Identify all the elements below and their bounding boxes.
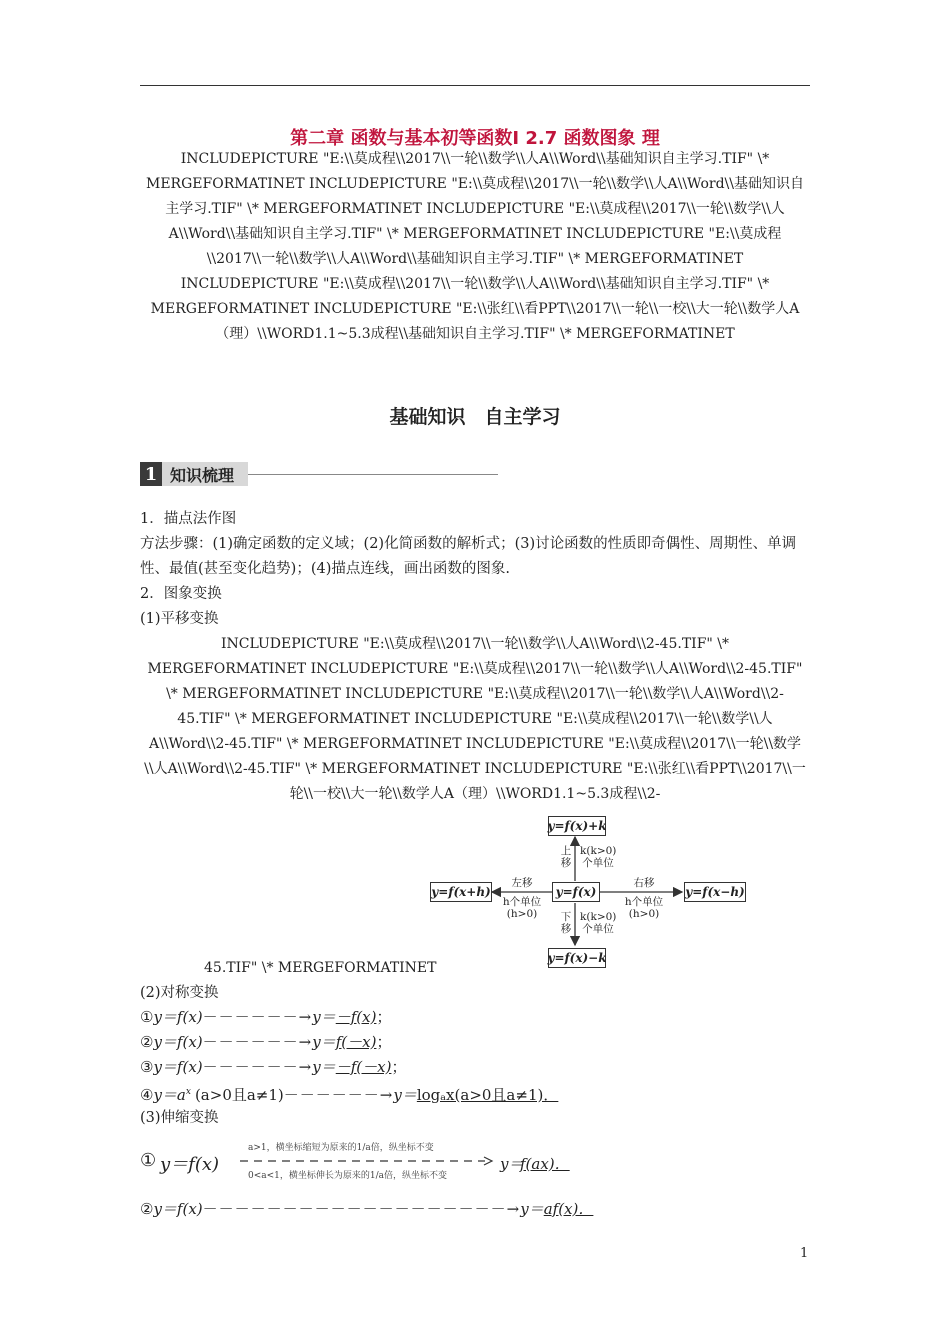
formula-from: y＝f(x) [160, 1154, 220, 1175]
section-title: 基础知识 自主学习 [389, 406, 561, 428]
superscript: x [185, 1087, 191, 1097]
answer-blank: f(－x) [335, 1033, 377, 1051]
punctuation: ； [376, 1008, 392, 1026]
s2-sub2: (2)对称变换 [140, 985, 219, 1001]
item-number: ① [140, 1150, 157, 1171]
page-number: 1 [800, 1246, 809, 1261]
header-rule [140, 85, 810, 86]
include-field-text-2: INCLUDEPICTURE "E:\\莫成程\\2017\\一轮\\数学\\人A\\Word\\2-45.TIF" \* MERGEFORMATINET INCLUDEPICTURE "E:\\莫成程\\2017\\一轮\\数学\\人A\\Word\\2-45.TIF" \* MERGEFORMATINET INCLUDEPICTURE "E:\\莫成程\\2017\\一轮\\数学\\人A\\Word\\2-45.TIF" \* MERGEFORMATINET INCLUDEPICTURE "E:\\莫成程\\2017\\一轮\\数学\\人A\\Word\\2-45.TIF" \* MERGEFORMATINET INCLUDEPICTURE "E:\\莫成程\\2017\\一轮\\数学\\人A\\Word\\2-45.TIF" \* MERGEFORMATINET INCLUDEPICTURE "E:\\张红\\看PPT\\2017\\一轮\\一校\\大一轮\\数学人A（理）\\WORD1.1~5.3成程\\2- [144, 636, 806, 802]
formula-to-prefix: y＝ [393, 1086, 417, 1104]
dashed-arrow: －－－－－－→ [202, 1033, 313, 1051]
stretch-transform-1 [140, 1138, 810, 1188]
box-right: y=f(x−h) [684, 882, 746, 902]
badge-rule [248, 474, 498, 475]
s1-heading: 1．描点法作图 [140, 511, 237, 527]
answer-blank: logₐx(a>0且a≠1)． [416, 1086, 559, 1104]
label-down: 下移 [560, 911, 572, 935]
stretch-transform-2 [140, 1198, 593, 1220]
dashed-arrow: －－－－－－→ [283, 1086, 394, 1104]
box-top: y=f(x)+k [548, 816, 606, 836]
answer-blank: f(ax)． [520, 1155, 570, 1173]
answer-blank: －f(－x) [335, 1058, 392, 1076]
include-field-text-1: INCLUDEPICTURE "E:\\莫成程\\2017\\一轮\\数学\\人A\\Word\\基础知识自主学习.TIF" \* MERGEFORMATINET INCLUDEPICTURE "E:\\莫成程\\2017\\一轮\\数学\\人A\\Word\\基础知识自主学习.TIF" \* MERGEFORMATINET INCLUDEPICTURE "E:\\莫成程\\2017\\一轮\\数学\\人A\\Word\\基础知识自主学习.TIF" \* MERGEFORMATINET INCLUDEPICTURE "E:\\莫成程\\2017\\一轮\\数学\\人A\\Word\\基础知识自主学习.TIF" \* MERGEFORMATINET INCLUDEPICTURE "E:\\莫成程\\2017\\一轮\\数学\\人A\\Word\\基础知识自主学习.TIF" \* MERGEFORMATINET INCLUDEPICTURE "E:\\张红\\看PPT\\2017\\一轮\\一校\\大一轮\\数学人A（理）\\WORD1.1~5.3成程\\基础知识自主学习.TIF" \* MERGEFORMATINET [146, 151, 804, 342]
formula-from: y＝f(x) [153, 1058, 203, 1076]
item-number: ① [140, 1008, 154, 1026]
symmetry-1 [140, 1006, 391, 1028]
dashed-arrow: －－－－－－→ [202, 1058, 313, 1076]
badge-label: 知识梳理 [162, 462, 248, 486]
label-right-cond: h个单位(h>0) [624, 896, 664, 920]
stretch-arrow [240, 1156, 495, 1166]
formula-from: y＝f(x) [153, 1033, 203, 1051]
label-up: 上移 [560, 845, 572, 869]
condition-top: a>1，横坐标缩短为原来的1/a倍，纵坐标不变 [248, 1143, 434, 1153]
symmetry-4 [140, 1081, 558, 1106]
formula-from: y＝f(x) [153, 1200, 203, 1218]
condition: (a>0且a≠1) [194, 1086, 284, 1104]
knowledge-badge [140, 462, 498, 486]
punctuation: ； [376, 1033, 392, 1051]
label-down-cond: k(k>0)个单位 [580, 911, 617, 935]
label-right: 右移 [633, 877, 655, 889]
item-number: ④ [140, 1086, 154, 1104]
symmetry-3 [140, 1056, 406, 1078]
formula-to-prefix: y＝ [520, 1200, 544, 1218]
item-number: ③ [140, 1058, 154, 1076]
symmetry-2 [140, 1031, 391, 1053]
formula-to-prefix: y＝ [312, 1008, 336, 1026]
answer-blank: －f(x) [335, 1008, 377, 1026]
formula-to-prefix: y＝ [312, 1033, 336, 1051]
item-number: ② [140, 1033, 154, 1051]
punctuation: ； [391, 1058, 407, 1076]
page-title: 第二章 函数与基本初等函数Ⅰ 2.7 函数图象 理 [290, 128, 660, 149]
formula-from: y＝f(x) [153, 1008, 203, 1026]
dashed-arrow: －－－－－－－－－－－－－－－－－－－→ [202, 1200, 521, 1218]
box-left: y=f(x+h) [430, 882, 492, 902]
item-number: ② [140, 1200, 154, 1218]
s2-sub1: (1)平移变换 [140, 611, 219, 627]
s1-body: 方法步骤：(1)确定函数的定义域；(2)化简函数的解析式；(3)讨论函数的性质即奇偶性、周期性、单调性、最值(甚至变化趋势)；(4)描点连线，画出函数的图象. [140, 536, 797, 577]
formula-from: y＝a [153, 1086, 186, 1104]
box-bottom: y=f(x)−k [548, 948, 606, 968]
label-up-cond: k(k>0)个单位 [580, 845, 617, 869]
label-left-cond: h个单位(h>0) [502, 896, 542, 920]
formula-to-prefix: y＝ [500, 1155, 524, 1173]
s2-sub3: (3)伸缩变换 [140, 1110, 219, 1126]
label-left: 左移 [511, 877, 533, 889]
answer-blank: af(x)． [543, 1200, 594, 1218]
dashed-arrow: －－－－－－→ [202, 1008, 313, 1026]
translation-diagram [428, 813, 748, 973]
condition-bottom: 0<a<1，横坐标伸长为原来的1/a倍，纵坐标不变 [248, 1171, 448, 1181]
include-field-tail: 45.TIF" \* MERGEFORMATINET [204, 960, 437, 976]
s2-heading: 2．图象变换 [140, 586, 222, 602]
box-center: y=f(x) [552, 882, 600, 902]
badge-number: 1 [140, 462, 162, 486]
formula-to-prefix: y＝ [312, 1058, 336, 1076]
